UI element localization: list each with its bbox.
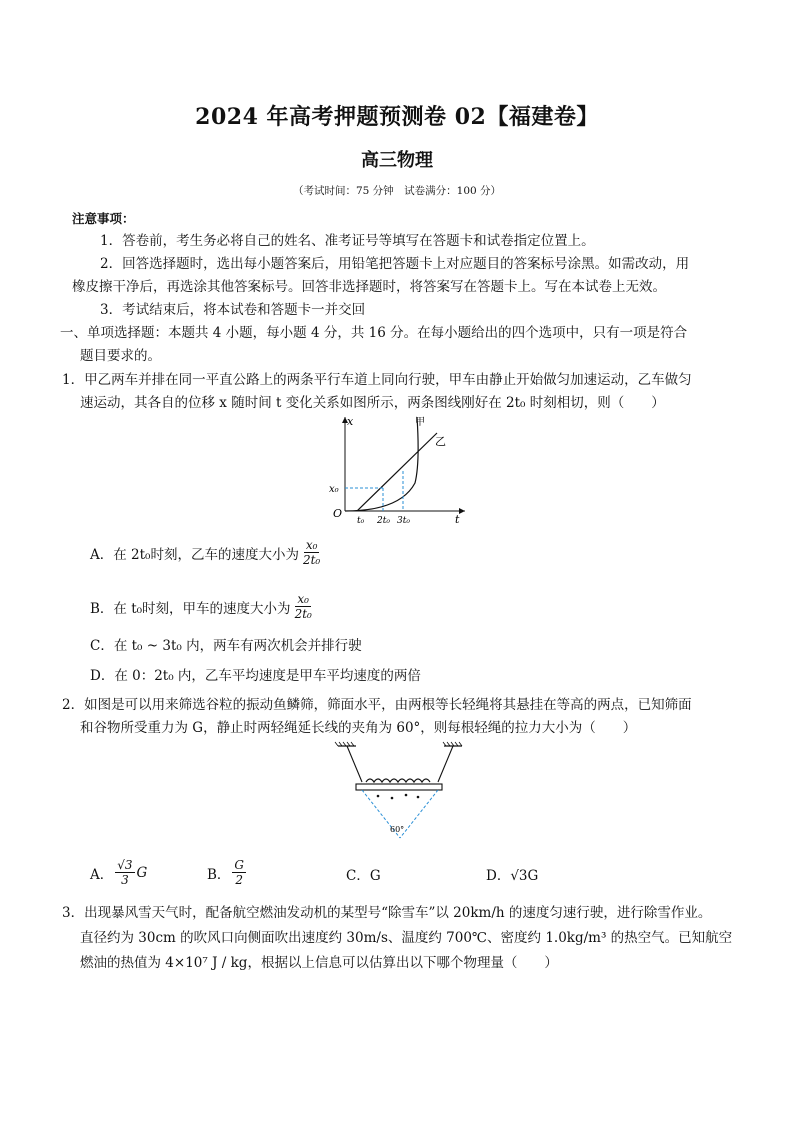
notice-item-2-cont: 橡皮擦干净后，再选涂其他答案标号。回答非选择题时，将答案写在答题卡上。写在本试卷上无效。 <box>72 279 666 295</box>
q2-sieve-figure <box>330 740 470 845</box>
notice-item-3: 3．考试结束后，将本试卷和答题卡一并交回 <box>100 302 366 318</box>
q1-option-b-den: 2t₀ <box>294 607 312 621</box>
q1-option-b[interactable] <box>90 592 316 621</box>
notice-heading: 注意事项： <box>72 211 135 226</box>
q1-text-line1: 1．甲乙两车并排在同一平直公路上的两条平行车道上同向行驶，甲车由静止开始做匀加速运动，乙车做匀 <box>62 372 692 388</box>
exam-subtitle: 高三物理 <box>361 150 433 171</box>
q2-option-b[interactable] <box>207 858 248 887</box>
q2-option-c[interactable]: C．G <box>346 868 381 884</box>
q1-option-a-num: x₀ <box>305 538 318 552</box>
q1-option-b-text: B．在 t₀时刻，甲车的速度大小为 <box>90 600 291 617</box>
yi-label: 乙 <box>435 435 446 448</box>
q1-option-b-fraction <box>293 592 314 621</box>
q2-option-a-suffix: G <box>136 864 148 881</box>
exam-time-info: （考试时间：75 分钟 试卷满分：100 分） <box>292 185 502 197</box>
notice-item-1: 1．答卷前，考生务必将自己的姓名、准考证号等填写在答题卡和试卷指定位置上。 <box>100 233 595 249</box>
grain-layer <box>366 779 430 782</box>
q2-option-a-num: √3 <box>117 858 133 872</box>
q2-option-a-fraction <box>115 858 134 887</box>
t-axis-arrow <box>459 508 465 514</box>
x-axis-label: x <box>347 415 354 428</box>
q3-text-line2: 直径约为 30cm 的吹风口向侧面吹出速度约 30m/s、温度约 700℃、密度约 1.0kg/m³ 的热空气。已知航空 <box>80 930 733 946</box>
q1-option-a[interactable] <box>90 538 324 567</box>
x0-label: x₀ <box>329 484 339 495</box>
notice-item-2: 2．回答选择题时，选出每小题答案后，用铅笔把答题卡上对应题目的答案标号涂黑。如需改动，用 <box>100 256 690 272</box>
q1-text-line2: 速运动，其各自的位移 x 随时间 t 变化关系如图所示，两条图线刚好在 2t₀ 时刻相切，则（ ） <box>80 395 665 411</box>
q2-text-line1: 2．如图是可以用来筛选谷粒的振动鱼鳞筛，筛面水平，由两根等长轻绳将其悬挂在等高的两点，已知筛面 <box>62 697 692 713</box>
2t0-tick: 2t₀ <box>377 516 390 526</box>
q1-option-a-den: 2t₀ <box>302 553 321 567</box>
q1-option-a-fraction <box>301 538 322 567</box>
curve-jia <box>345 417 418 511</box>
origin-label: O <box>333 507 343 520</box>
left-rope <box>347 746 362 782</box>
t0-tick: t₀ <box>357 516 365 526</box>
jia-label: 甲 <box>415 417 425 428</box>
q3-text-line3: 燃油的热值为 4×10⁷ J / kg，根据以上信息可以估算出以下哪个物理量（ ） <box>80 955 558 971</box>
q2-option-a[interactable] <box>90 858 147 887</box>
q2-option-a-den: 3 <box>121 873 129 887</box>
sieve-plate <box>356 784 442 790</box>
exam-title: 2024 年高考押题预测卷 02【福建卷】 <box>195 104 599 130</box>
t-axis-label: t <box>455 513 460 526</box>
q2-text-line2: 和谷物所受重力为 G，静止时两轻绳延长线的夹角为 60°，则每根轻绳的拉力大小为（ ） <box>80 720 637 736</box>
q1-option-b-num: x₀ <box>297 592 309 606</box>
right-rope <box>438 746 453 782</box>
q2-option-d[interactable]: D．√3G <box>486 868 539 884</box>
q2-option-a-label: A． <box>90 866 114 883</box>
q1-option-a-text: A．在 2t₀时刻，乙车的速度大小为 <box>90 546 299 563</box>
q2-option-b-num: G <box>234 858 245 872</box>
q3-text-line1: 3．出现暴风雪天气时，配备航空燃油发动机的某型号“除雪车”以 20km/h 的速度匀速行驶，进行除雪作业。 <box>62 905 712 921</box>
section-heading: 一、单项选择题：本题共 4 小题，每小题 4 分，共 16 分。在每小题给出的四个选项中，只有一项是符合 <box>60 325 688 341</box>
angle-label: 60° <box>390 825 405 834</box>
q2-option-b-label: B． <box>207 866 231 883</box>
q2-option-b-den: 2 <box>235 873 244 887</box>
3t0-tick: 3t₀ <box>397 516 410 526</box>
q2-option-b-fraction <box>232 858 246 887</box>
line-yi <box>357 433 437 511</box>
q1-option-c[interactable]: C．在 t₀ ~ 3t₀ 内，两车有两次机会并排行驶 <box>90 638 362 654</box>
section-heading-cont: 题目要求的。 <box>80 348 161 364</box>
q1-graph <box>325 413 470 528</box>
q1-option-d[interactable]: D．在 0：2t₀ 内，乙车平均速度是甲车平均速度的两倍 <box>90 668 421 684</box>
